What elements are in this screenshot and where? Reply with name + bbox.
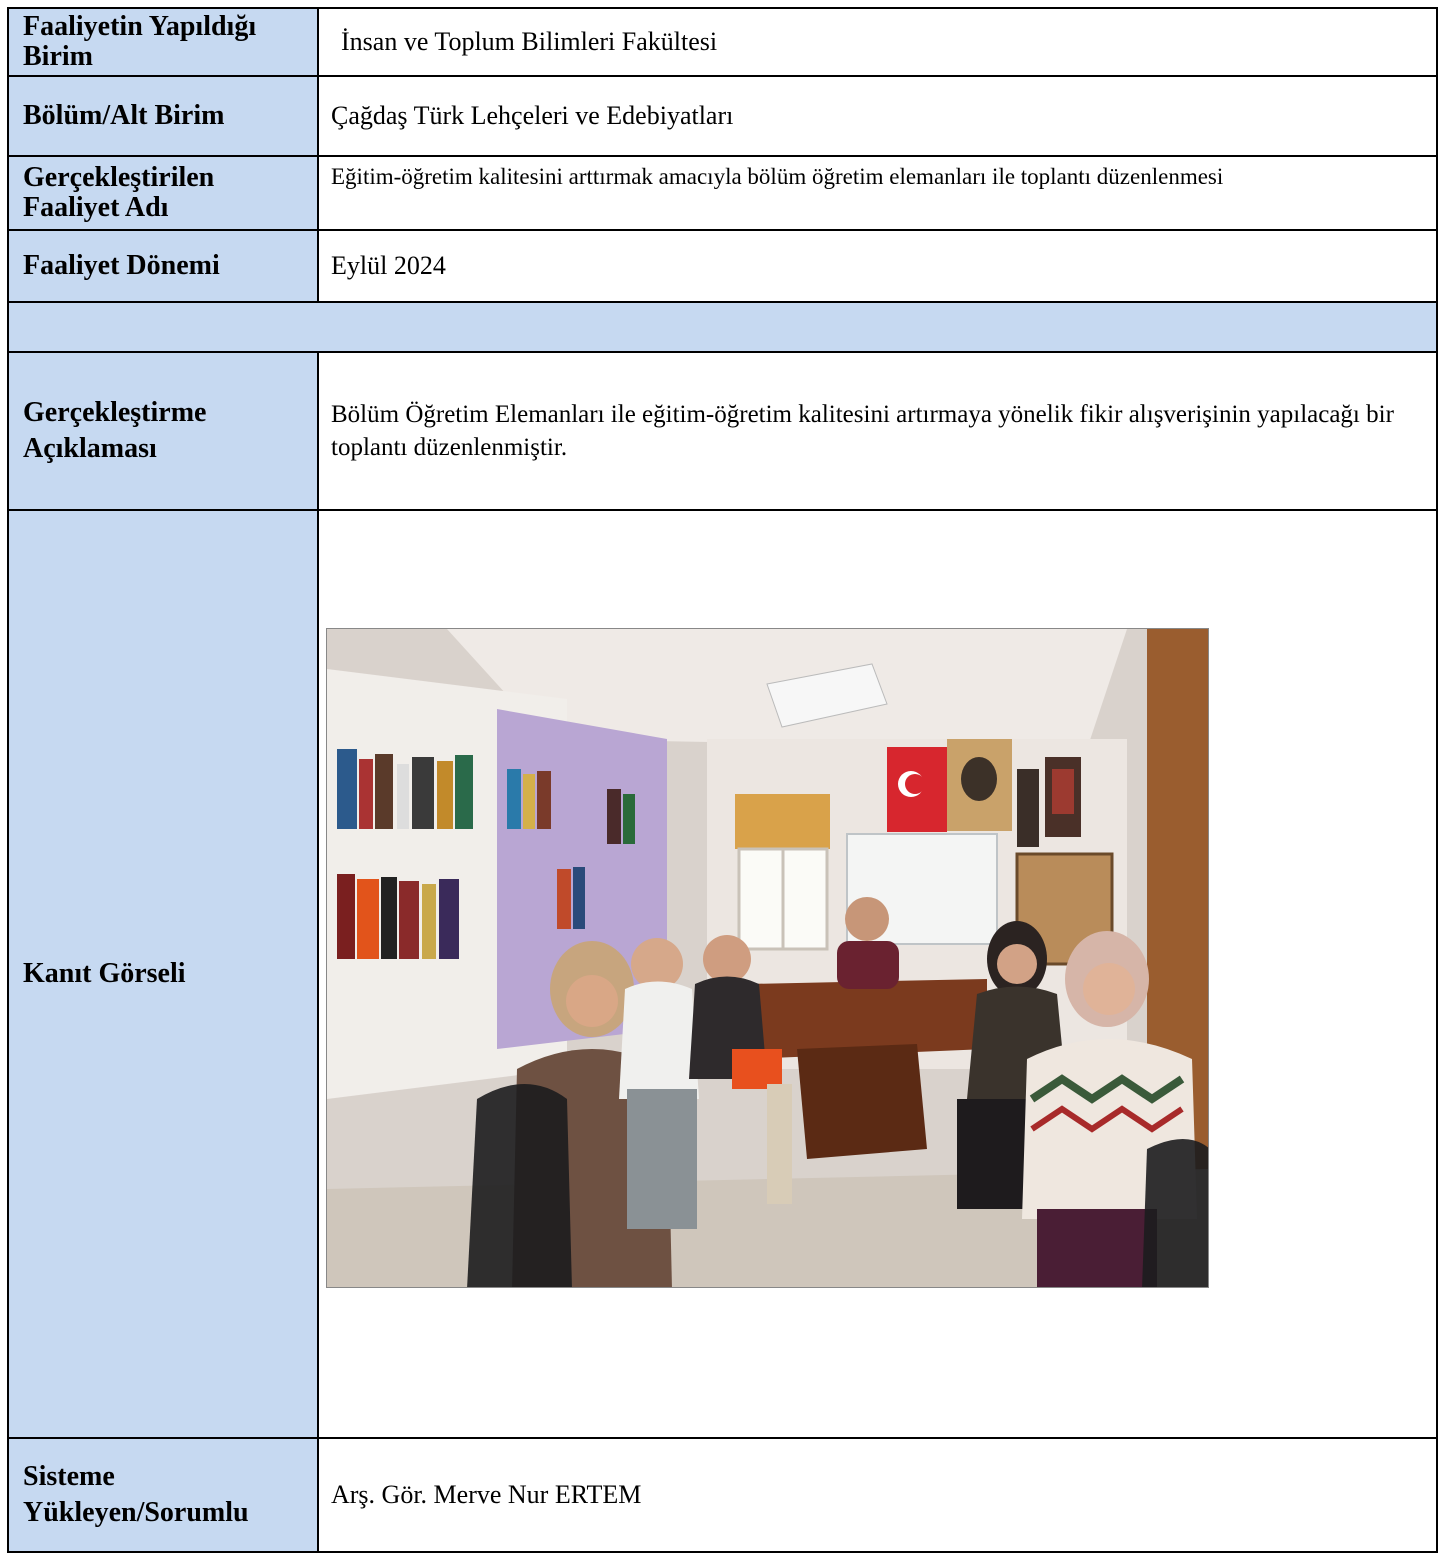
unit-value xyxy=(317,7,1438,77)
description-label xyxy=(7,351,319,511)
unit-label xyxy=(7,7,319,77)
description-label-text: Gerçekleştirme Açıklaması xyxy=(23,397,207,464)
period-value xyxy=(317,229,1438,303)
evidence-photo xyxy=(326,628,1209,1288)
section-separator xyxy=(7,301,1438,353)
department-value xyxy=(317,75,1438,157)
window-blind xyxy=(735,794,830,849)
unit-label-text: Faaliyetin Yapıldığı Birim xyxy=(23,11,257,72)
unit-value-text: İnsan ve Toplum Bilimleri Fakültesi xyxy=(341,27,718,56)
evidence-label-text: Kanıt Görseli xyxy=(23,958,186,989)
department-label-text: Bölüm/Alt Birim xyxy=(23,100,225,131)
description-value-text: Bölüm Öğretim Elemanları ile eğitim-öğretim kalitesini artırmaya yönelik fikir alışverişinin yapılacağı bir toplantı düzenlenmiştir. xyxy=(331,401,1394,461)
uploader-label xyxy=(7,1437,319,1553)
department-value-text: Çağdaş Türk Lehçeleri ve Edebiyatları xyxy=(331,101,734,130)
uploader-value-text: Arş. Gör. Merve Nur ERTEM xyxy=(331,1480,642,1509)
period-label-text: Faaliyet Dönemi xyxy=(23,250,220,281)
description-value xyxy=(317,351,1438,511)
department-label xyxy=(7,75,319,157)
evidence-label xyxy=(7,509,319,1439)
uploader-value xyxy=(317,1437,1438,1553)
period-label xyxy=(7,229,319,303)
activity-value xyxy=(317,155,1438,231)
activity-label xyxy=(7,155,319,231)
coffee-table xyxy=(797,1044,927,1159)
activity-label-text: Gerçekleştirilen Faaliyet Adı xyxy=(23,162,215,223)
period-value-text: Eylül 2024 xyxy=(331,251,446,280)
uploader-label-text: Sisteme Yükleyen/Sorumlu xyxy=(23,1461,249,1528)
activity-value-text: Eğitim-öğretim kalitesini arttırmak amacıyla bölüm öğretim elemanları ile toplantı düzenlenmesi xyxy=(331,164,1224,189)
